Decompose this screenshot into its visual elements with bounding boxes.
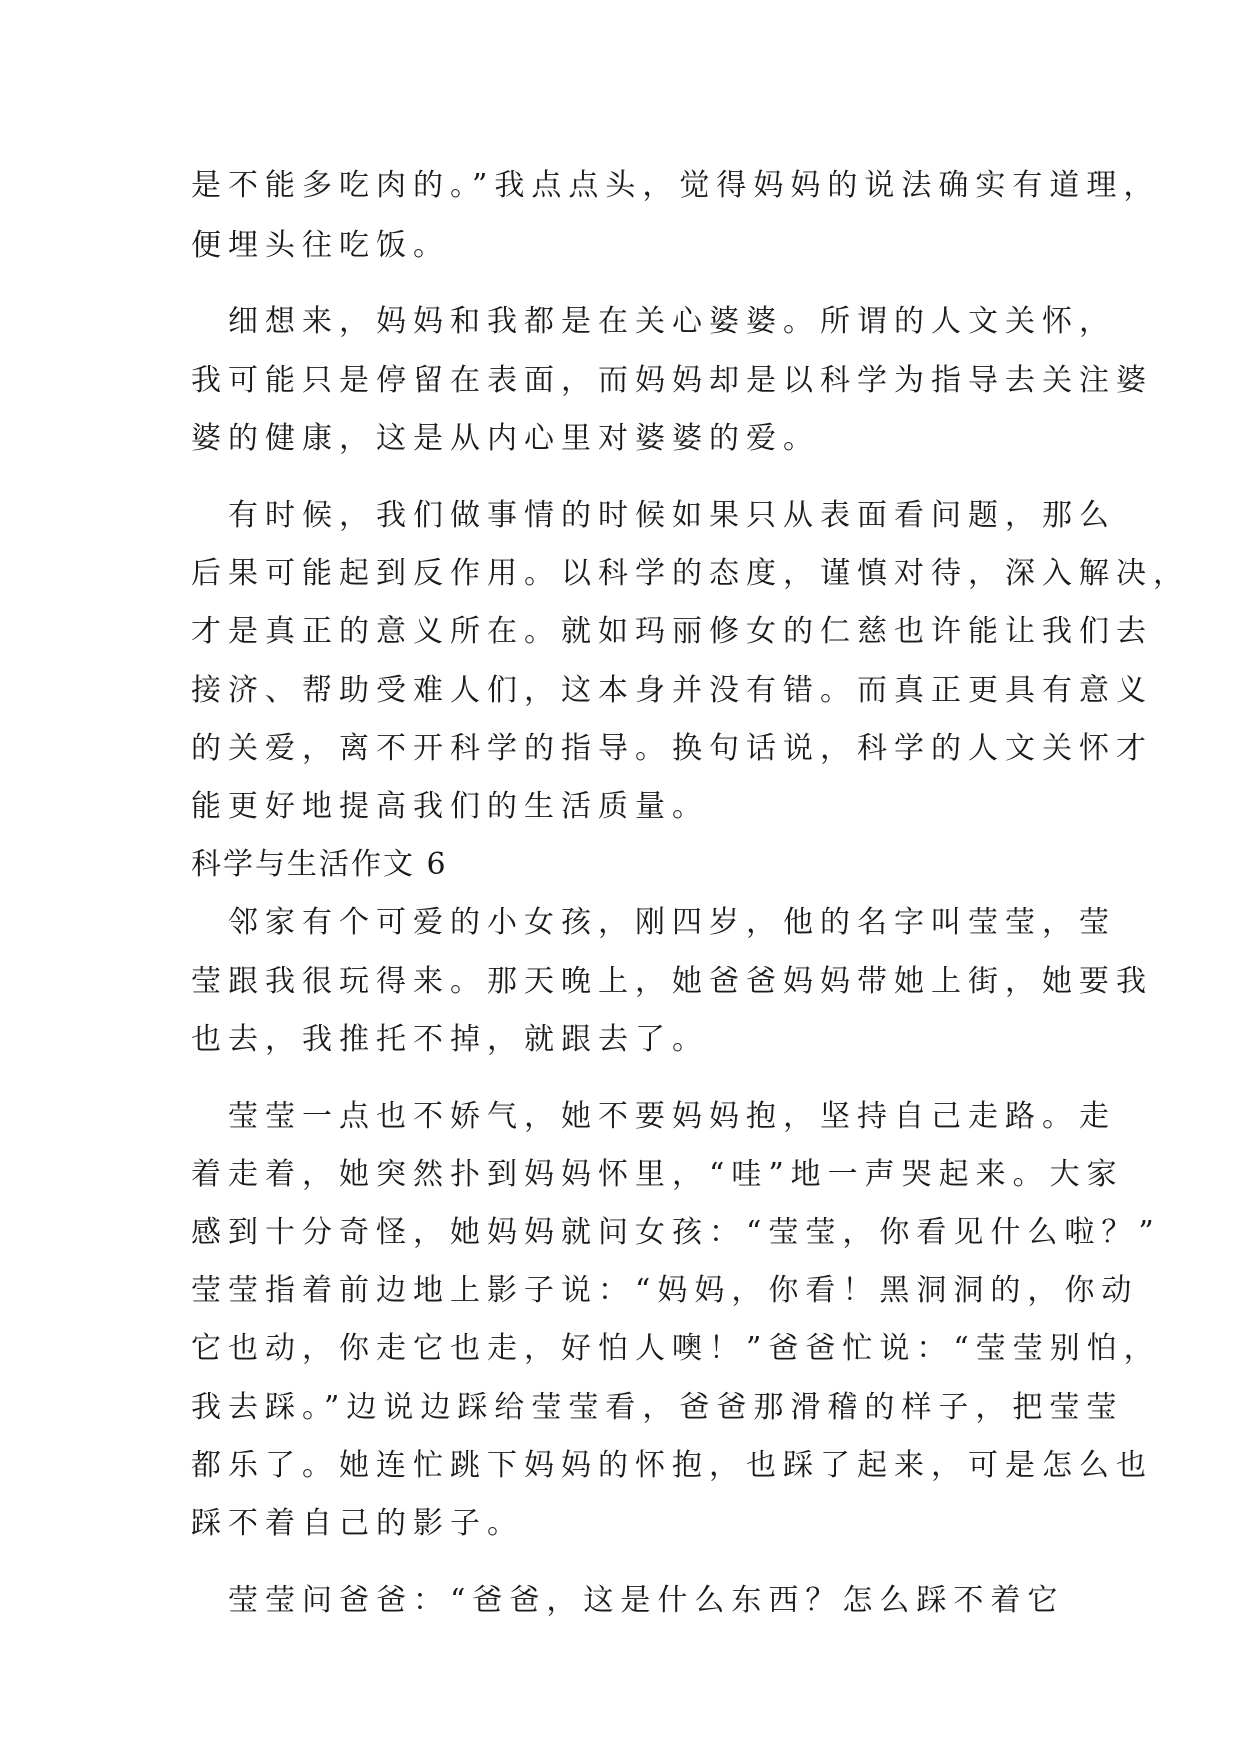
text-line: 接济、帮助受难人们，这本身并没有错。而真正更具有意义 — [191, 673, 1153, 708]
text-line: 莹跟我很玩得来。那天晚上，她爸爸妈妈带她上街，她要我 — [191, 964, 1153, 999]
text-line: 莹莹问爸爸：“爸爸，这是什么东西？怎么踩不着它 — [191, 1583, 1065, 1618]
text-line: 也去，我推托不掉，就跟去了。 — [191, 1022, 709, 1057]
text-line: 后果可能起到反作用。以科学的态度，谨慎对待，深入解决， — [191, 556, 1190, 591]
text-line: 能更好地提高我们的生活质量。 — [191, 789, 709, 824]
text-line: 邻家有个可爱的小女孩，刚四岁，他的名字叫莹莹，莹 — [191, 905, 1116, 940]
section-heading: 科学与生活作文 6 — [191, 847, 448, 882]
text-line: 都乐了。她连忙跳下妈妈的怀抱，也踩了起来，可是怎么也 — [191, 1448, 1153, 1483]
text-line: 便埋头往吃饭。 — [191, 228, 450, 263]
text-line: 细想来，妈妈和我都是在关心婆婆。所谓的人文关怀， — [191, 304, 1116, 339]
text-line: 婆的健康，这是从内心里对婆婆的爱。 — [191, 421, 820, 456]
text-line: 的关爱，离不开科学的指导。换句话说，科学的人文关怀才 — [191, 731, 1153, 766]
text-line: 我去踩。”边说边踩给莹莹看，爸爸那滑稽的样子，把莹莹 — [191, 1390, 1124, 1425]
text-line: 踩不着自己的影子。 — [191, 1506, 524, 1541]
text-line: 我可能只是停留在表面，而妈妈却是以科学为指导去关注婆 — [191, 363, 1153, 398]
text-line: 感到十分奇怪，她妈妈就问女孩：“莹莹，你看见什么啦？” — [191, 1215, 1161, 1250]
text-line: 是不能多吃肉的。”我点点头，觉得妈妈的说法确实有道理， — [191, 168, 1161, 203]
text-line: 有时候，我们做事情的时候如果只从表面看问题，那么 — [191, 498, 1116, 533]
text-line: 才是真正的意义所在。就如玛丽修女的仁慈也许能让我们去 — [191, 614, 1153, 649]
text-line: 着走着，她突然扑到妈妈怀里，“哇”地一声哭起来。大家 — [191, 1157, 1124, 1192]
text-line: 莹莹指着前边地上影子说：“妈妈，你看！黑洞洞的，你动 — [191, 1273, 1139, 1308]
text-line: 它也动，你走它也走，好怕人噢！”爸爸忙说：“莹莹别怕， — [191, 1331, 1161, 1366]
text-line: 莹莹一点也不娇气，她不要妈妈抱，坚持自己走路。走 — [191, 1099, 1116, 1134]
